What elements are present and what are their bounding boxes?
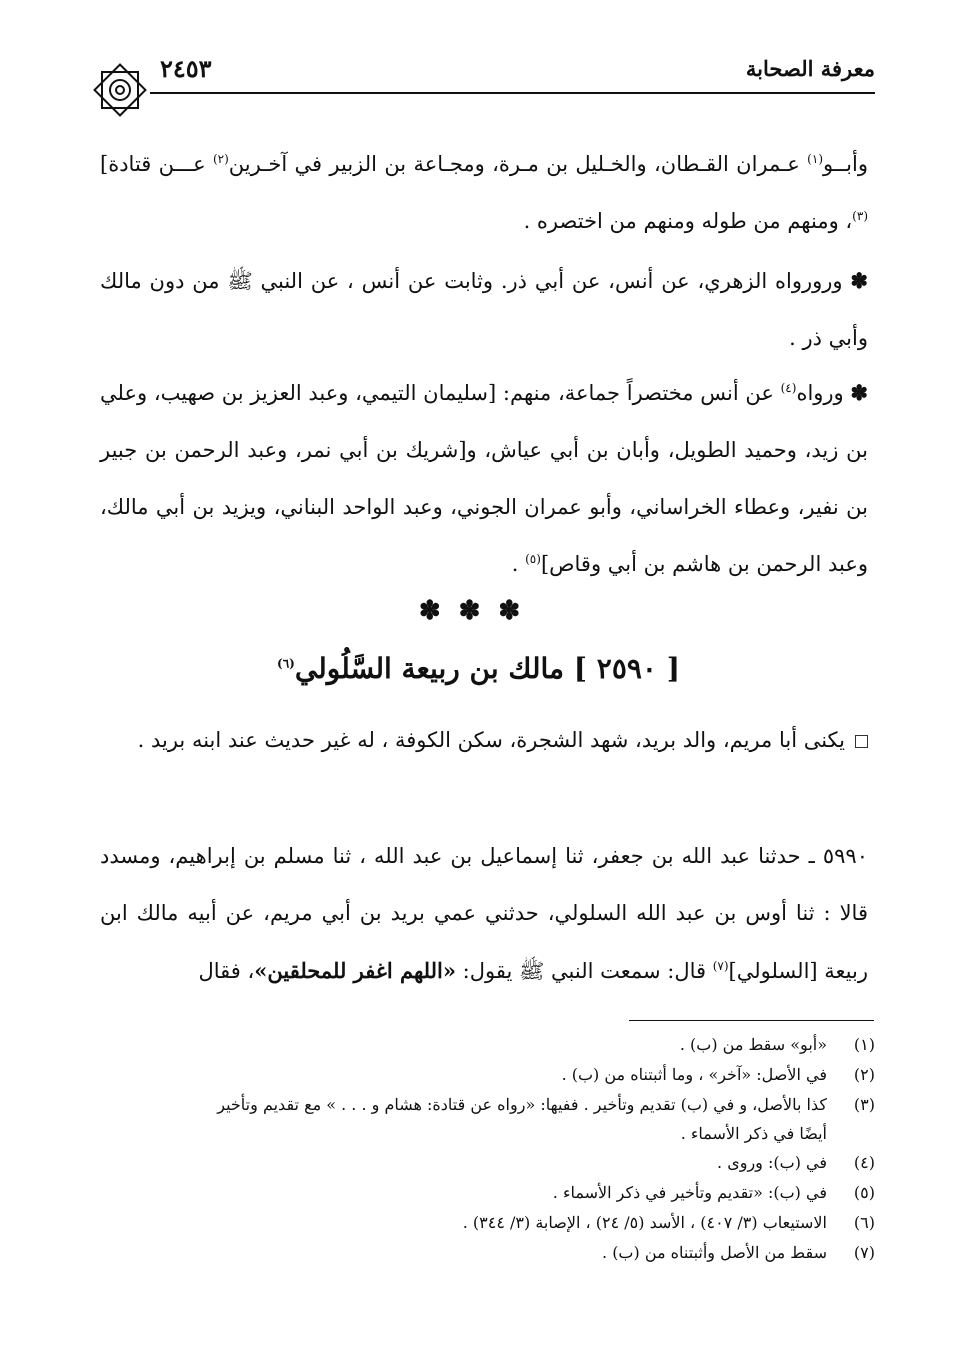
footnote-ref[interactable]: (١) — [807, 152, 823, 166]
footnote-text: الاستيعاب (٣/ ٤٠٧) ، الأسد (٥/ ٢٤) ، الإصابة (٣/ ٣٤٤) . — [462, 1213, 827, 1232]
entry-heading-text: [ ٢٥٩٠ ] مالك بن ربيعة السَّلُولي — [294, 652, 680, 685]
paragraph-5 — [100, 828, 868, 1000]
text-run: قال: سمعت النبي ﷺ يقول: — [455, 959, 713, 983]
page-number: ٢٤٥٣ — [160, 54, 212, 83]
footnote-item — [100, 1208, 875, 1238]
footnote-ref[interactable]: (٤) — [780, 381, 797, 395]
footnote-number: (٥) — [853, 1183, 875, 1202]
text-run: عن أنس مختصراً جماعة، منهم: [سليمان التيمي، وعبد العزيز بن صهيب، وعلي بن زيد، وحميد الطويل، وأبان بن أبي عياش، و[شريك بن أبي نمر، وعبد الرحمن بن جبير بن نفير، وعطاء الخراساني، وأبو عمران الجوني، وعبد الواحد البناني، ويزيد بن أبي مالك، وعبد الرحمن بن هاشم بن أبي وقاص] — [100, 381, 868, 576]
footnotes — [100, 1030, 875, 1268]
footnote-text: سقط من الأصل وأثبتناه من (ب) . — [602, 1243, 827, 1262]
paragraph-3 — [100, 364, 868, 593]
footnote-text: «أبو» سقط من (ب) . — [679, 1035, 827, 1054]
text-run: وأبــو — [823, 152, 868, 176]
footnote-ref[interactable]: (٣) — [852, 209, 868, 223]
paragraph-2 — [100, 252, 868, 367]
text-run: ، ومنهم من طوله ومنهم من اختصره . — [523, 209, 853, 233]
text-run: ورواه — [796, 381, 851, 405]
footnote-item — [100, 1090, 875, 1148]
footnote-text: كذا بالأصل، و في (ب) تقديم وتأخير . ففيها: «رواه عن قتادة: هشام و . . . » مع تقديم وتأخير — [217, 1095, 827, 1114]
footnote-number: (١) — [853, 1035, 875, 1054]
entry-heading — [0, 652, 957, 685]
footnote-text: في الأصل: «آخر» ، وما أثبتناه من (ب) . — [561, 1065, 827, 1084]
footnote-ref[interactable]: (٦) — [277, 656, 295, 671]
section-separator: ✽✽✽ — [418, 596, 539, 626]
footnote-continuation: أيضًا في ذكر الأسماء . — [680, 1124, 827, 1143]
footnote-rule — [629, 1020, 874, 1021]
text-run: ٥٩٩٠ ـ حدثنا عبد الله بن جعفر، ثنا إسماعيل بن عبد الله ، ثنا مسلم بن إبراهيم، ومسدد قالا : ثنا أوس بن عبد الله السلولي، حدثني عمي بريد بن أبي مريم، عن أبيه مالك ابن ربيعة [السلولي] — [100, 844, 868, 983]
paragraph-star-icon: ✽ — [850, 380, 869, 405]
footnote-item — [100, 1238, 875, 1268]
paragraph-4 — [100, 712, 868, 769]
paragraph-1 — [100, 136, 868, 250]
text-run: عـــن قتادة] — [100, 152, 213, 176]
text-run: ورورواه الزهري، عن أنس، عن أبي ذر. وثابت عن أنس ، عن النبي ﷺ من دون مالك وأبي ذر . — [100, 269, 868, 350]
footnote-number: (٧) — [853, 1243, 875, 1262]
footnote-ref[interactable]: (٢) — [212, 152, 229, 166]
square-bullet-icon — [855, 735, 868, 748]
page-header — [90, 52, 875, 100]
hadith-quote: «اللهم اغفر للمحلقين» — [254, 958, 456, 983]
running-title: معرفة الصحابة — [745, 56, 875, 81]
footnote-item — [100, 1030, 875, 1060]
text-run: . — [511, 552, 526, 576]
footnote-ref[interactable]: (٧) — [712, 959, 729, 973]
footnote-number: (٣) — [853, 1095, 875, 1114]
footnote-ref[interactable]: (٥) — [525, 552, 541, 566]
footnote-item — [100, 1148, 875, 1178]
ornament-icon — [88, 58, 152, 122]
text-run: عـمران القـطان، والخـليل بن مـرة، ومجـاعة بن الزبير في آخـرين — [228, 152, 808, 176]
text-run: يكنى أبا مريم، والد بريد، شهد الشجرة، سكن الكوفة ، له غير حديث عند ابنه بريد . — [137, 728, 845, 752]
footnote-text: في (ب): «تقديم وتأخير في ذكر الأسماء . — [552, 1183, 827, 1202]
footnote-item — [100, 1178, 875, 1208]
footnote-number: (٢) — [853, 1065, 875, 1084]
footnote-item — [100, 1060, 875, 1090]
footnote-text: في (ب): وروى . — [717, 1153, 827, 1172]
footnote-number: (٦) — [853, 1213, 875, 1232]
header-rule — [150, 92, 875, 94]
paragraph-star-icon: ✽ — [850, 268, 868, 293]
footnote-number: (٤) — [853, 1153, 875, 1172]
text-run: ، فقال — [198, 959, 255, 983]
